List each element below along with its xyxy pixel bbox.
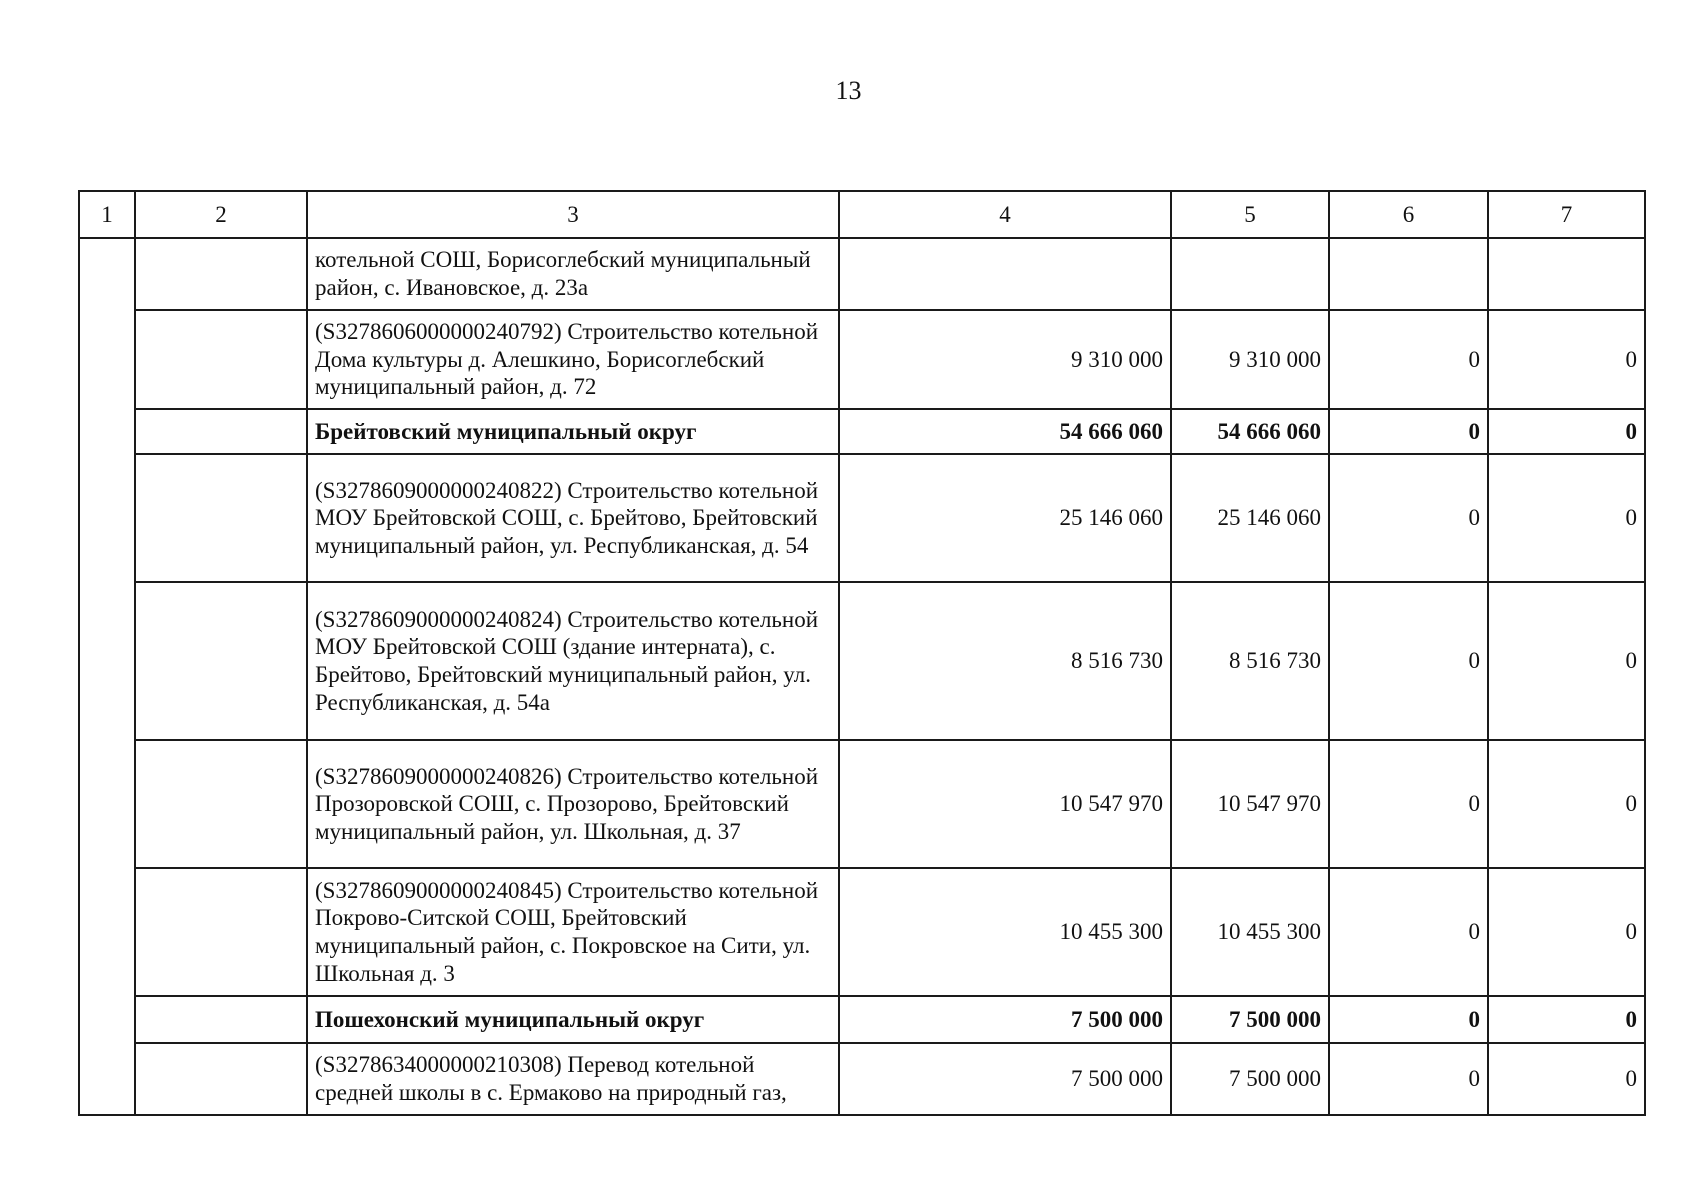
column-header-3: 3 bbox=[307, 191, 839, 238]
subtotal-row bbox=[79, 996, 1645, 1043]
amount-cell-5: 7 500 000 bbox=[1171, 996, 1329, 1043]
code-cell bbox=[135, 996, 307, 1043]
description-cell: котельной СОШ, Борисоглебский муниципальный район, с. Ивановское, д. 23а bbox=[307, 238, 839, 310]
column-header-4: 4 bbox=[839, 191, 1171, 238]
code-cell bbox=[135, 310, 307, 409]
amount-cell-4: 10 455 300 bbox=[839, 868, 1171, 996]
amount-cell-7: 0 bbox=[1488, 868, 1645, 996]
district-name: Пошехонский муниципальный округ bbox=[307, 996, 839, 1043]
amount-cell-4 bbox=[839, 238, 1171, 310]
amount-cell-7: 0 bbox=[1488, 740, 1645, 868]
code-cell bbox=[135, 868, 307, 996]
description-cell: (S3278609000000240826) Строительство котельной Прозоровской СОШ, с. Прозорово, Брейтовский муниципальный район, ул. Школьная, д. 37 bbox=[307, 740, 839, 868]
subtotal-row bbox=[79, 409, 1645, 454]
amount-cell-5: 7 500 000 bbox=[1171, 1043, 1329, 1115]
amount-cell-6: 0 bbox=[1329, 740, 1488, 868]
amount-cell-5 bbox=[1171, 238, 1329, 310]
amount-cell-6 bbox=[1329, 238, 1488, 310]
header-row bbox=[79, 191, 1645, 238]
code-cell bbox=[135, 409, 307, 454]
code-cell bbox=[135, 238, 307, 310]
description-cell: (S3278606000000240792) Строительство котельной Дома культуры д. Алешкино, Борисоглебский муниципальный район, д. 72 bbox=[307, 310, 839, 409]
description-cell: (S3278609000000240824) Строительство котельной МОУ Брейтовской СОШ (здание интерната), с. Брейтово, Брейтовский муниципальный район, ул. Республиканская, д. 54а bbox=[307, 582, 839, 740]
amount-cell-6: 0 bbox=[1329, 409, 1488, 454]
table-body bbox=[79, 238, 1645, 1115]
amount-cell-6: 0 bbox=[1329, 996, 1488, 1043]
amount-cell-5: 9 310 000 bbox=[1171, 310, 1329, 409]
amount-cell-7: 0 bbox=[1488, 409, 1645, 454]
amount-cell-6: 0 bbox=[1329, 868, 1488, 996]
row-number-cell bbox=[79, 238, 135, 1115]
amount-cell-7: 0 bbox=[1488, 996, 1645, 1043]
district-name: Брейтовский муниципальный округ bbox=[307, 409, 839, 454]
amount-cell-4: 7 500 000 bbox=[839, 996, 1171, 1043]
amount-cell-6: 0 bbox=[1329, 582, 1488, 740]
amount-cell-6: 0 bbox=[1329, 454, 1488, 582]
code-cell bbox=[135, 454, 307, 582]
table-row bbox=[79, 1043, 1645, 1115]
amount-cell-7: 0 bbox=[1488, 1043, 1645, 1115]
table-row bbox=[79, 310, 1645, 409]
table-row bbox=[79, 582, 1645, 740]
table-row bbox=[79, 238, 1645, 310]
column-header-7: 7 bbox=[1488, 191, 1645, 238]
amount-cell-5: 54 666 060 bbox=[1171, 409, 1329, 454]
amount-cell-4: 7 500 000 bbox=[839, 1043, 1171, 1115]
amount-cell-7: 0 bbox=[1488, 582, 1645, 740]
amount-cell-6: 0 bbox=[1329, 1043, 1488, 1115]
column-header-1: 1 bbox=[79, 191, 135, 238]
table-row bbox=[79, 868, 1645, 996]
amount-cell-7 bbox=[1488, 238, 1645, 310]
table-row bbox=[79, 740, 1645, 868]
description-cell: (S3278609000000240822) Строительство котельной МОУ Брейтовской СОШ, с. Брейтово, Брейтовский муниципальный район, ул. Республиканская, д. 54 bbox=[307, 454, 839, 582]
column-header-2: 2 bbox=[135, 191, 307, 238]
amount-cell-4: 10 547 970 bbox=[839, 740, 1171, 868]
table-row bbox=[79, 454, 1645, 582]
amount-cell-7: 0 bbox=[1488, 310, 1645, 409]
code-cell bbox=[135, 740, 307, 868]
column-header-5: 5 bbox=[1171, 191, 1329, 238]
description-cell: (S3278634000000210308) Перевод котельной средней школы в с. Ермаково на природный газ, bbox=[307, 1043, 839, 1115]
table-header bbox=[79, 191, 1645, 238]
amount-cell-4: 54 666 060 bbox=[839, 409, 1171, 454]
description-cell: (S3278609000000240845) Строительство котельной Покрово-Ситской СОШ, Брейтовский муниципальный район, с. Покровское на Сити, ул. Школьная д. 3 bbox=[307, 868, 839, 996]
amount-cell-4: 8 516 730 bbox=[839, 582, 1171, 740]
column-header-6: 6 bbox=[1329, 191, 1488, 238]
amount-cell-5: 25 146 060 bbox=[1171, 454, 1329, 582]
amount-cell-5: 8 516 730 bbox=[1171, 582, 1329, 740]
code-cell bbox=[135, 1043, 307, 1115]
budget-table bbox=[78, 190, 1646, 1116]
amount-cell-4: 9 310 000 bbox=[839, 310, 1171, 409]
amount-cell-5: 10 547 970 bbox=[1171, 740, 1329, 868]
amount-cell-7: 0 bbox=[1488, 454, 1645, 582]
amount-cell-5: 10 455 300 bbox=[1171, 868, 1329, 996]
page-number: 13 bbox=[835, 76, 862, 105]
code-cell bbox=[135, 582, 307, 740]
amount-cell-6: 0 bbox=[1329, 310, 1488, 409]
amount-cell-4: 25 146 060 bbox=[839, 454, 1171, 582]
